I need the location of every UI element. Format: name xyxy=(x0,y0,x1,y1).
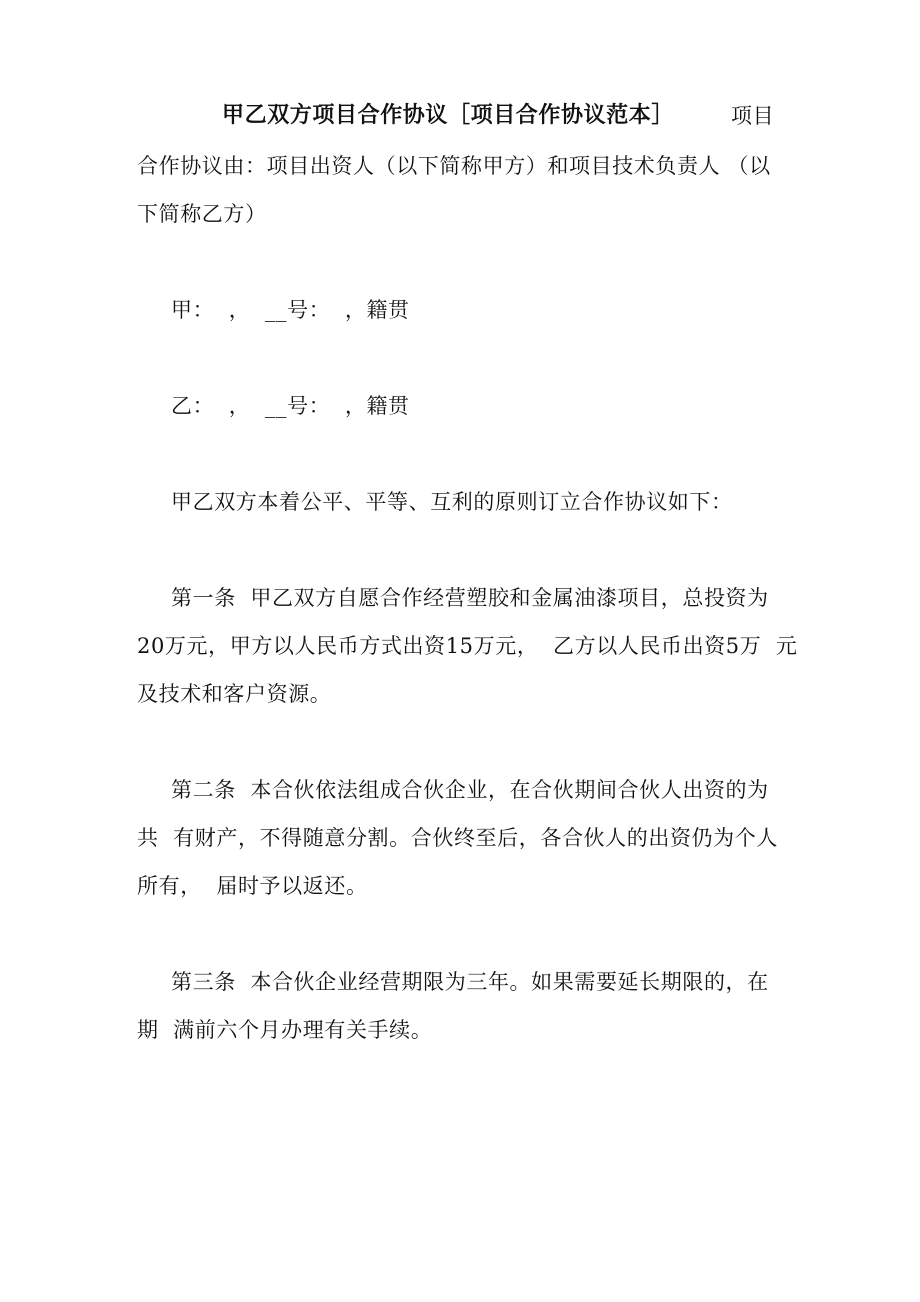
document-title: 甲乙双方项目合作协议［项目合作协议范本］ xyxy=(222,102,675,128)
intro-line-2: 合作协议由：项目出资人（以下简称甲方）和项目技术负责人 （以 xyxy=(137,154,771,178)
article-1-line-2: 20万元，甲方以人民币方式出资15万元， 乙方以人民币出资5万 元 xyxy=(137,634,798,658)
article-2-line-1: 第二条 本合伙依法组成合伙企业，在合伙期间合伙人出资的为 xyxy=(171,778,769,802)
article-1-line-1: 第一条 甲乙双方自愿合作经营塑胶和金属油漆项目，总投资为 xyxy=(171,586,769,610)
article-1-line-3: 及技术和客户资源。 xyxy=(137,682,332,706)
party-b-line: 乙： ， __号： ，籍贯 xyxy=(171,394,410,418)
intro-line-1: 项目 xyxy=(731,104,775,128)
article-2-line-2: 共 有财产，不得随意分割。合伙终至后，各合伙人的出资仍为个人 xyxy=(137,826,778,850)
article-3-line-1: 第三条 本合伙企业经营期限为三年。如果需要延长期限的，在 xyxy=(171,970,769,994)
intro-line-3: 下简称乙方） xyxy=(137,202,267,226)
party-a-line: 甲： ， __号： ，籍贯 xyxy=(171,298,410,322)
article-2-line-3: 所有， 届时予以返还。 xyxy=(137,874,368,898)
article-3-line-2: 期 满前六个月办理有关手续。 xyxy=(137,1018,433,1042)
principle-line: 甲乙双方本着公平、平等、互利的原则订立合作协议如下： xyxy=(171,490,733,514)
